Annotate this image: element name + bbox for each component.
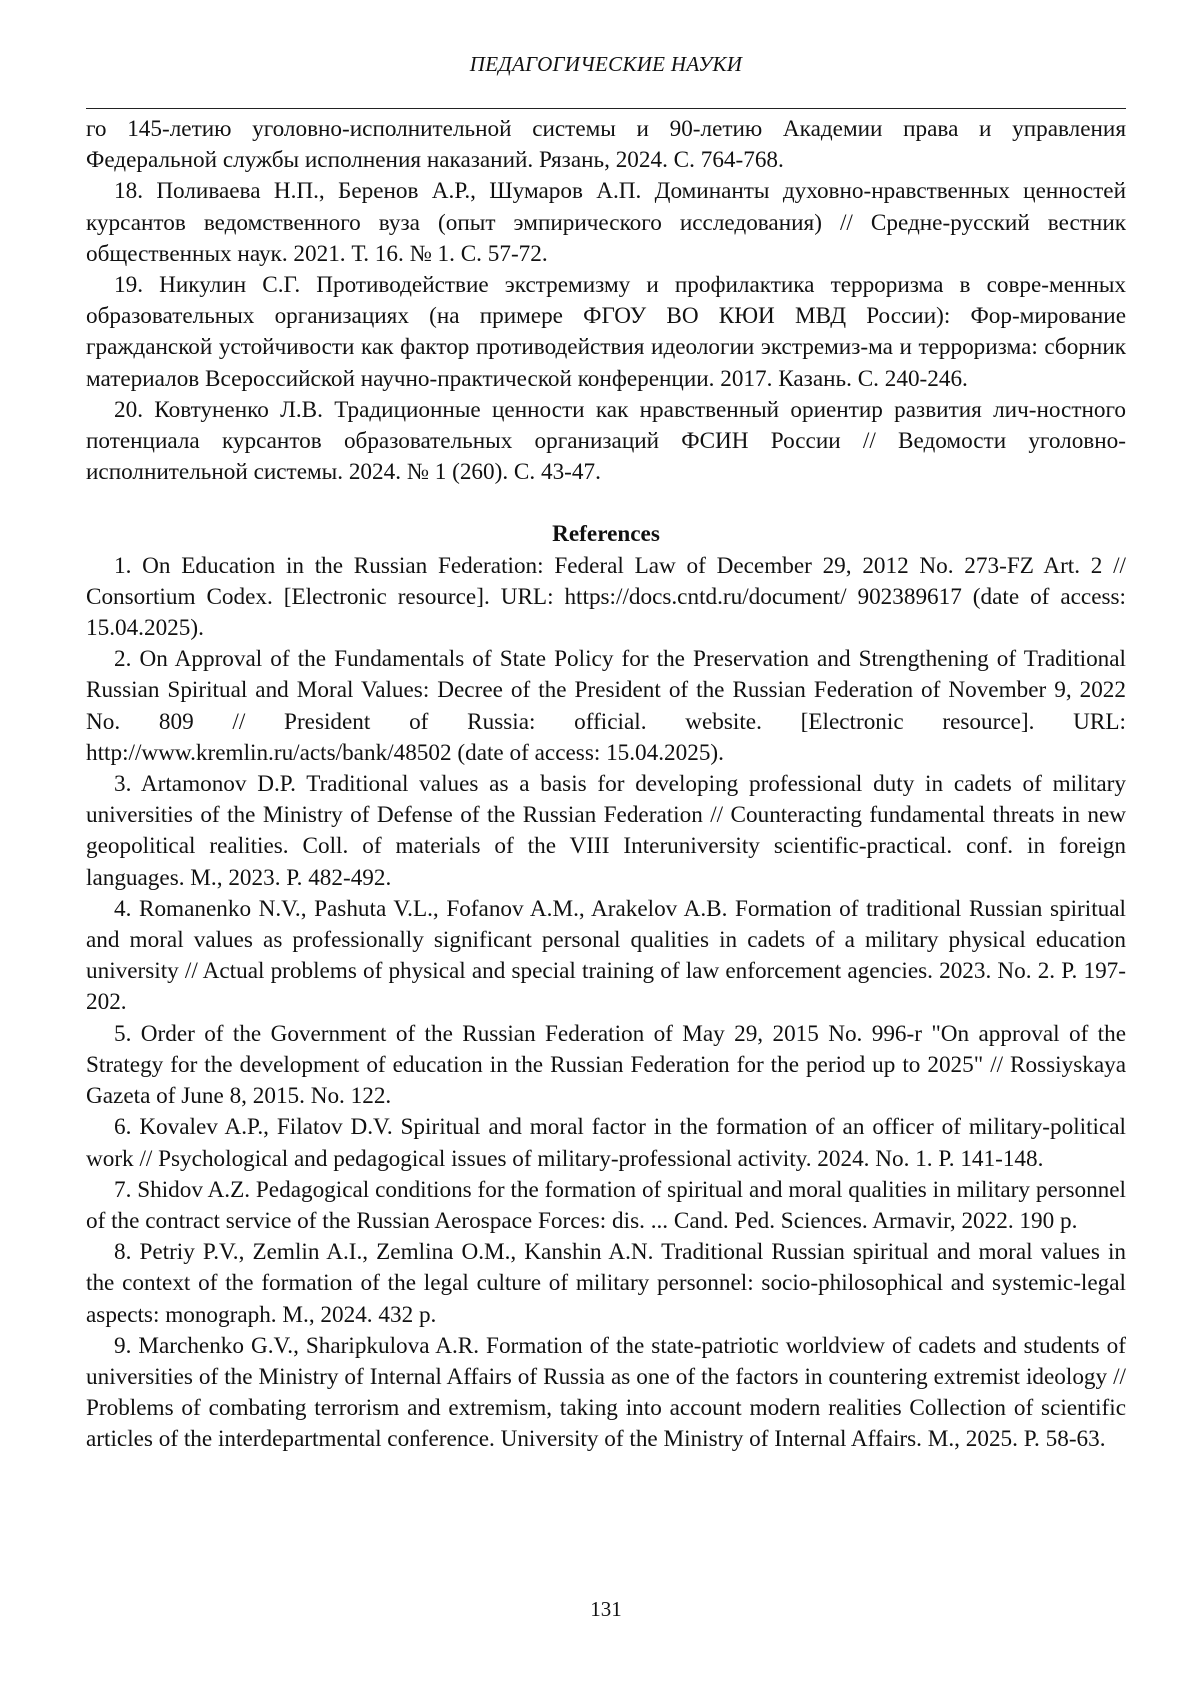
russian-reference-19: 19. Никулин С.Г. Противодействие экстремизму и профилактика терроризма в совре-менных образовательных организациях (на примере ФГОУ ВО КЮИ МВД России): Фор-мирование гражданской устойчивости как фактор противодействия идеологии экстремиз-ма и терроризма: сборник материалов Всероссийской научно-практической конференции. 2017. Казань. С. 240-246. [86, 272, 1126, 392]
reference-item-5: 5. Order of the Government of the Russian Federation of May 29, 2015 No. 996-r "On approval of the Strategy for the development of education in the Russian Federation for the period up to 2025" // Rossiyskaya Gazeta of June 8, 2015. No. 122. [86, 1020, 1126, 1110]
page-number: 131 [590, 1597, 622, 1621]
reference-item-6: 6. Kovalev A.P., Filatov D.V. Spiritual and moral factor in the formation of an officer of military-political work // Psychological and pedagogical issues of military-professional activity. 2024. No. 1. P. 141-148. [86, 1114, 1126, 1172]
reference-item-8: 8. Petriy P.V., Zemlin A.I., Zemlina O.M., Kanshin A.N. Traditional Russian spiritual and moral values in the context of the formation of the legal culture of military personnel: socio-philosophical and systemic-legal aspects: monograph. M., 2024. 432 p. [86, 1239, 1126, 1328]
reference-item-2: 2. On Approval of the Fundamentals of State Policy for the Preservation and Strengthening of Traditional Russian Spiritual and Moral Values: Decree of the President of the Russian Federation of November 9, 2022 No. 809 // President of Russia: official. website. [Electronic resource]. URL: http://www.kremlin.ru/acts/bank/48502 (date of access: 15.04.2025). [86, 646, 1126, 766]
reference-item-4: 4. Romanenko N.V., Pashuta V.L., Fofanov A.M., Arakelov A.B. Formation of traditional Russian spiritual and moral values as professionally significant personal qualities in cadets of a military physical education university // Actual problems of physical and special training of law enforcement agencies. 2023. No. 2. P. 197-202. [86, 895, 1126, 1016]
reference-item-9: 9. Marchenko G.V., Sharipkulova A.R. Formation of the state-patriotic worldview of cadets and students of universities of the Ministry of Internal Affairs of Russia as one of the factors in countering extremist ideology // Problems of combating terrorism and extremism, taking into account modern realities Collection of scientific articles of the interdepartmental conference. University of the Ministry of Internal Affairs. M., 2025. P. 58-63. [86, 1332, 1126, 1453]
reference-continuation: го 145-летию уголовно-исполнительной системы и 90-летию Академии права и управления Федеральной службы исполнения наказаний. Рязань, 2024. С. 764-768. [86, 116, 1126, 174]
page-body [86, 114, 1126, 1456]
reference-item-3: 3. Artamonov D.P. Traditional values as a basis for developing professional duty in cadets of military universities of the Ministry of Defense of the Russian Federation // Counteracting fundamental threats in new geopolitical realities. Coll. of materials of the VIII Interuniversity scientific-practical. conf. in foreign languages. M., 2023. P. 482-492. [86, 771, 1126, 891]
reference-item-1: 1. On Education in the Russian Federation: Federal Law of December 29, 2012 No. 273-FZ Art. 2 // Consortium Codex. [Electronic resource]. URL: https://docs.cntd.ru/document/ 902389617 (date of access: 15.04.2025). [86, 552, 1126, 642]
header-rule [86, 108, 1126, 109]
references-heading: References [552, 521, 660, 548]
reference-item-7: 7. Shidov A.Z. Pedagogical conditions for the formation of spiritual and moral qualities in military personnel of the contract service of the Russian Aerospace Forces: dis. ... Cand. Ped. Sciences. Armavir, 2022. 190 p. [86, 1176, 1126, 1234]
running-header: ПЕДАГОГИЧЕСКИЕ НАУКИ [469, 52, 743, 76]
russian-reference-18: 18. Поливаева Н.П., Беренов А.Р., Шумаров А.П. Доминанты духовно-нравственных ценностей курсантов ведомственного вуза (опыт эмпирического исследования) // Средне-русский вестник общественных наук. 2021. Т. 16. № 1. С. 57-72. [86, 178, 1126, 267]
russian-reference-20: 20. Ковтуненко Л.В. Традиционные ценности как нравственный ориентир развития лич-ностного потенциала курсантов образовательных организаций ФСИН России // Ведомости уголовно-исполнительной системы. 2024. № 1 (260). С. 43-47. [86, 396, 1126, 486]
